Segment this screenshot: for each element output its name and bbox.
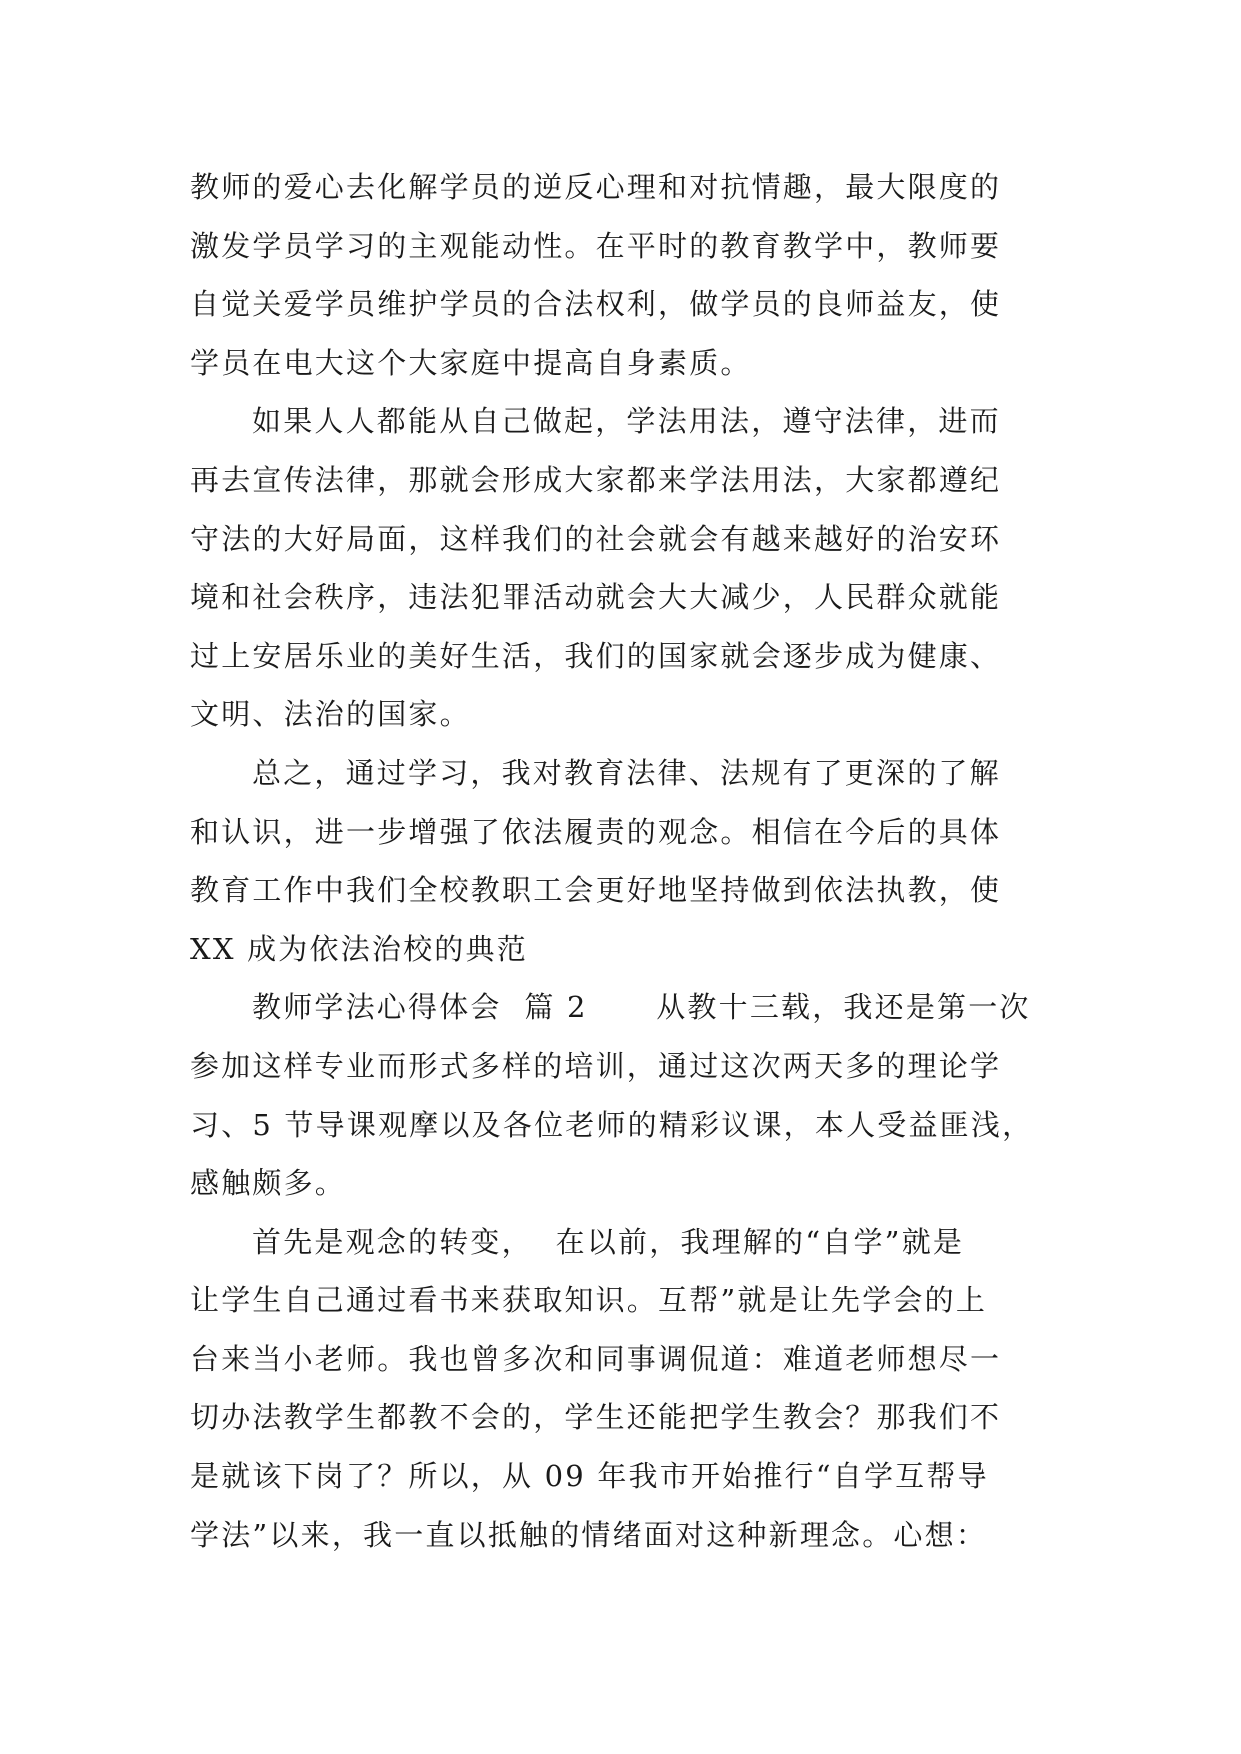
text-line: XX 成为依法治校的典范 [190,931,528,966]
text-line: 守法的大好局面，这样我们的社会就会有越来越好的治安环 [190,521,1002,556]
text-line: 学员在电大这个大家庭中提高自身素质。 [190,345,752,380]
text-line: 境和社会秩序，违法犯罪活动就会大大减少，人民群众就能 [190,580,1002,615]
section-heading-line: 教师学法心得体会 篇 2 从教十三载，我还是第一次 [252,990,1031,1025]
text-line: 教育工作中我们全校教职工会更好地坚持做到依法执教，使 [190,873,1002,908]
text-line: 再去宣传法律，那就会形成大家都来学法用法，大家都遵纪 [190,462,1002,497]
text-line: 让学生自己通过看书来获取知识。互帮”就是让先学会的上 [190,1283,988,1318]
text-line: 感触颇多。 [190,1166,347,1201]
text-line: 参加这样专业而形式多样的培训，通过这次两天多的理论学 [190,1048,1002,1083]
text-line: 过上安居乐业的美好生活，我们的国家就会逐步成为健康、 [190,638,1002,673]
text-line: 是就该下岗了？所以，从 09 年我市开始推行“自学互帮导 [190,1459,989,1494]
text-line: 台来当小老师。我也曾多次和同事调侃道：难道老师想尽一 [190,1341,1002,1376]
text-line: 习、5 节导课观摩以及各位老师的精彩议课，本人受益匪浅， [190,1107,1034,1142]
text-line: 文明、法治的国家。 [190,697,471,732]
body-text [190,158,1070,1564]
paragraph-first-line: 首先是观念的转变， 在以前，我理解的“自学”就是 [252,1224,965,1259]
paragraph-first-line: 总之，通过学习，我对教育法律、法规有了更深的了解 [252,755,1001,790]
text-line: 切办法教学生都教不会的，学生还能把学生教会？那我们不 [190,1400,1002,1435]
text-line: 自觉关爱学员维护学员的合法权利，做学员的良师益友，使 [190,287,1002,322]
text-line: 教师的爱心去化解学员的逆反心理和对抗情趣，最大限度的 [190,170,1002,204]
text-line: 学法”以来，我一直以抵触的情绪面对这种新理念。心想： [190,1517,988,1552]
paragraph-first-line: 如果人人都能从自己做起，学法用法，遵守法律，进而 [252,404,1001,439]
text-line: 和认识，进一步增强了依法履责的观念。相信在今后的具体 [190,814,1002,849]
text-line: 激发学员学习的主观能动性。在平时的教育教学中，教师要 [190,228,1002,263]
